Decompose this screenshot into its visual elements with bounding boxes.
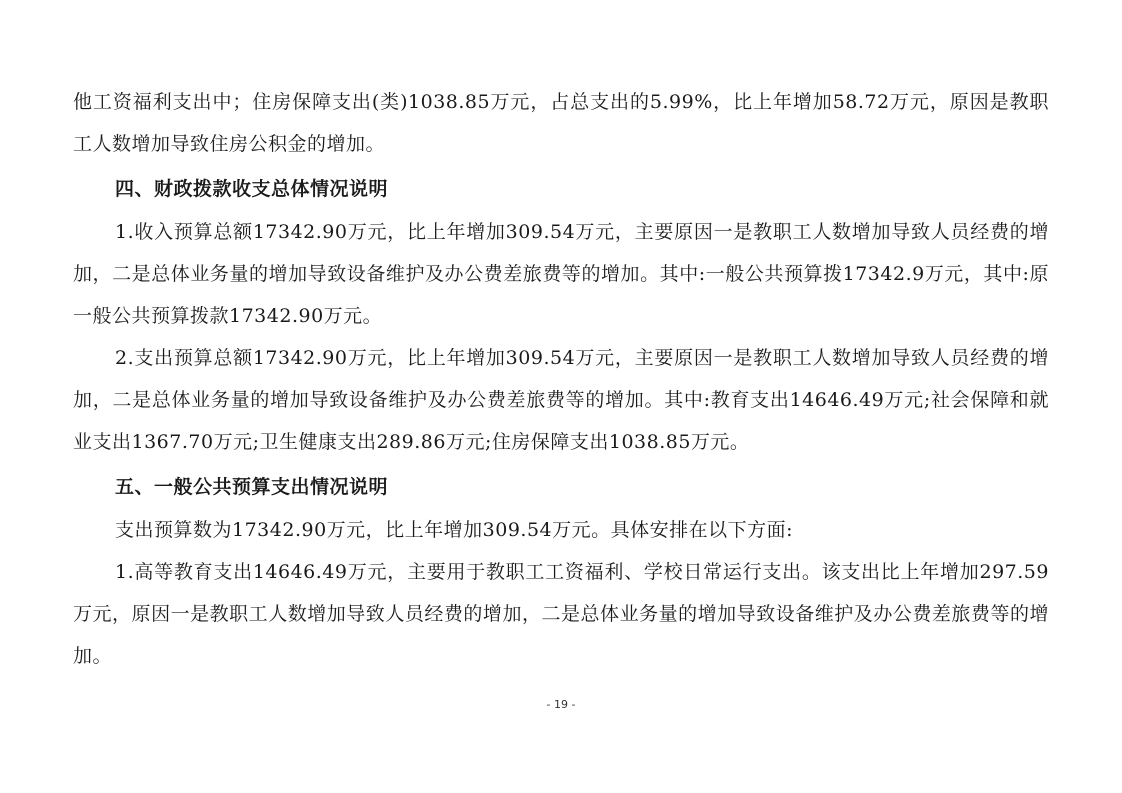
document-body: [73, 81, 1049, 677]
paragraph-income-budget: 1.收入预算总额17342.90万元，比上年增加309.54万元，主要原因一是教职工人数增加导致人员经费的增加，二是总体业务量的增加导致设备维护及办公费差旅费等的增加。其中:一般公共预算拨17342.9万元，其中:原一般公共预算拨款17342.90万元。: [73, 221, 1049, 327]
section-heading-5: 五、一般公共预算支出情况说明: [115, 476, 389, 498]
section-heading-4: 四、财政拨款收支总体情况说明: [115, 178, 389, 200]
paragraph-expense-budget: 2.支出预算总额17342.90万元，比上年增加309.54万元，主要原因一是教职工人数增加导致人员经费的增加，二是总体业务量的增加导致设备维护及办公费差旅费等的增加。其中:教育支出14646.49万元;社会保障和就业支出1367.70万元;卫生健康支出289.86万元;住房保障支出1038.85万元。: [73, 347, 1049, 453]
paragraph-higher-education: 1.高等教育支出14646.49万元，主要用于教职工工资福利、学校日常运行支出。该支出比上年增加297.59万元，原因一是教职工人数增加导致人员经费的增加，二是总体业务量的增加导致设备维护及办公费差旅费等的增加。: [73, 561, 1049, 667]
paragraph-expense-summary: 支出预算数为17342.90万元，比上年增加309.54万元。具体安排在以下方面:: [115, 519, 794, 541]
page-number: - 19 -: [546, 698, 576, 711]
paragraph-housing-expense: 他工资福利支出中；住房保障支出(类)1038.85万元，占总支出的5.99%，比上年增加58.72万元，原因是教职工人数增加导致住房公积金的增加。: [73, 91, 1049, 155]
